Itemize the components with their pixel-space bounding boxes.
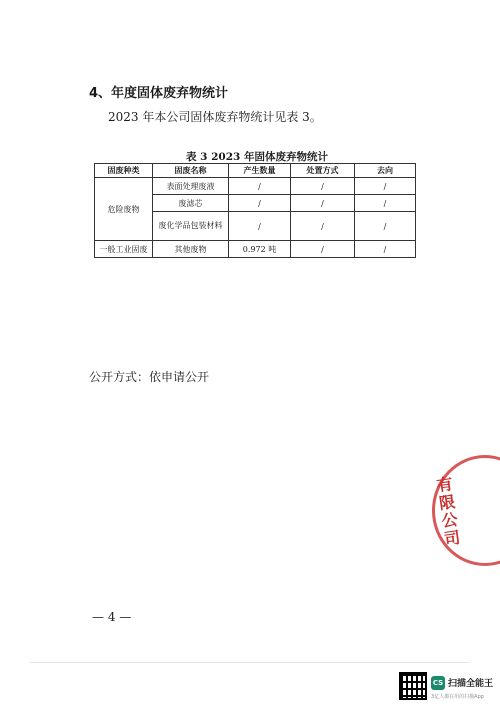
footer-divider xyxy=(30,662,470,663)
disposal-cell: / xyxy=(291,195,355,212)
category-cell-hazardous: 危险废物 xyxy=(95,178,153,241)
destination-cell: / xyxy=(355,241,416,258)
waste-statistics-table xyxy=(94,163,416,258)
waste-name-cell: 其他废物 xyxy=(153,241,229,258)
table-header-row xyxy=(95,164,416,178)
disclosure-method: 公开方式：依申请公开 xyxy=(89,370,210,384)
scanner-app-tagline: 3亿人都在用的扫描App xyxy=(431,694,484,700)
camscanner-logo-icon: CS xyxy=(431,676,445,690)
category-cell-general: 一般工业固废 xyxy=(95,241,153,258)
quantity-cell: / xyxy=(229,195,291,212)
destination-cell: / xyxy=(355,212,416,241)
header-name: 固废名称 xyxy=(153,164,229,178)
header-category: 固废种类 xyxy=(95,164,153,178)
waste-name-cell: 废化学品包装材料 xyxy=(153,212,229,241)
table-caption: 表 3 2023 年固体废弃物统计 xyxy=(186,151,328,163)
header-quantity: 产生数量 xyxy=(229,164,291,178)
destination-cell: / xyxy=(355,178,416,195)
company-seal-text: 有限公司 xyxy=(433,475,462,549)
intro-paragraph: 2023 年本公司固体废弃物统计见表 3。 xyxy=(108,110,322,124)
qr-code-icon xyxy=(399,672,427,700)
disposal-cell: / xyxy=(291,212,355,241)
destination-cell: / xyxy=(355,195,416,212)
header-disposal: 处置方式 xyxy=(291,164,355,178)
quantity-cell: 0.972 吨 xyxy=(229,241,291,258)
table-row xyxy=(95,178,416,195)
disposal-cell: / xyxy=(291,241,355,258)
waste-name-cell: 废滤芯 xyxy=(153,195,229,212)
page-number: — 4 — xyxy=(92,610,132,624)
header-destination: 去向 xyxy=(355,164,416,178)
waste-name-cell: 表面处理废液 xyxy=(153,178,229,195)
quantity-cell: / xyxy=(229,212,291,241)
disposal-cell: / xyxy=(291,178,355,195)
section-heading: 4、年度固体废弃物统计 xyxy=(89,86,229,101)
quantity-cell: / xyxy=(229,178,291,195)
table-row xyxy=(95,241,416,258)
scanner-app-name: 扫描全能王 xyxy=(448,679,494,689)
